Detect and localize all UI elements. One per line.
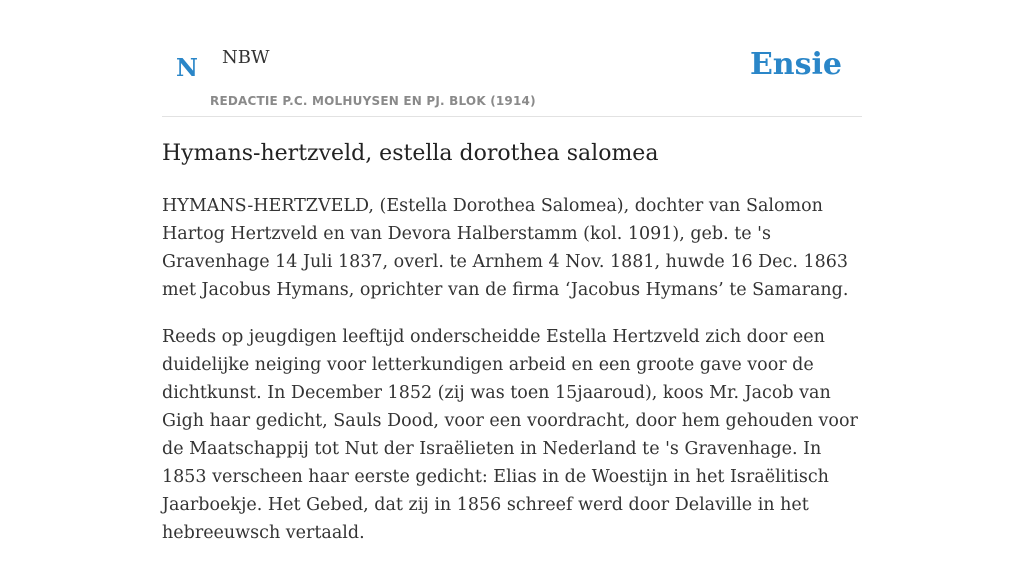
article-paragraph: HYMANS-HERTZVELD, (Estella Dorothea Salomea), dochter van Salomon Hartog Hertzveld en van Devora Halberstamm (kol. 1091), geb. te 's Gravenhage 14 Juli 1837, overl. te Arnhem 4 Nov. 1881, huwde 16 Dec. 1863 met Jacobus Hymans, oprichter van de firma ‘Jacobus Hymans’ te Samarang. [162, 196, 849, 300]
source-header [162, 0, 862, 117]
source-logo[interactable]: N [176, 53, 198, 82]
source-editors: REDACTIE P.C. MOLHUYSEN EN PJ. BLOK (1914) [210, 94, 536, 108]
brand-logo[interactable]: Ensie [749, 47, 842, 82]
article-paragraph: Reeds op jeugdigen leeftijd onderscheidde Estella Hertzveld zich door een duidelijke neiging voor letterkundigen arbeid en een groote gave voor de dichtkunst. In December 1852 (zij was toen 15jaaroud), koos Mr. Jacob van Gigh haar gedicht, Sauls Dood, voor een voordracht, door hem gehouden voor de Maatschappij tot Nut der Israëlieten in Nederland te 's Gravenhage. In 1853 verscheen haar eerste gedicht: Elias in de Woestijn in het Israëlitisch Jaarboekje. Het Gebed, dat zij in 1856 schreef werd door Delaville in het hebreeuwsch vertaald. [162, 327, 858, 543]
article-body [162, 192, 864, 566]
article-title: Hymans-hertzveld, estella dorothea salomea [162, 141, 659, 166]
source-name[interactable]: NBW [222, 47, 270, 68]
